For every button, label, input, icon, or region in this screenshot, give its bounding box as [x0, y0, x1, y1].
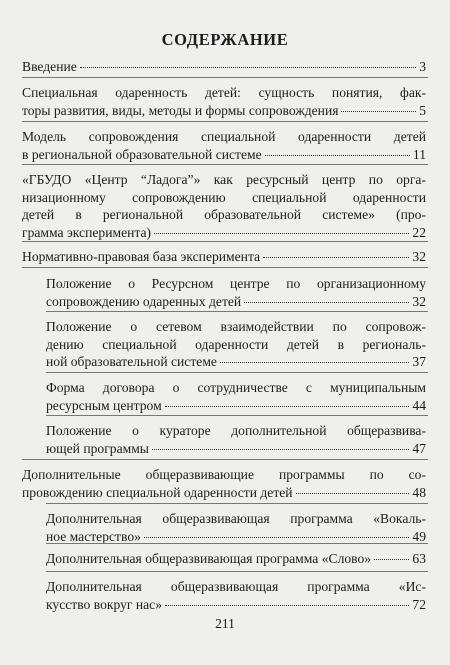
toc-entry-line: «ГБУДО «Центр “Ладога”» как ресурсный центр по орга- [22, 172, 426, 187]
toc-entry-line [46, 550, 426, 568]
toc-page-number: 44 [412, 397, 426, 413]
separator-line [22, 241, 428, 242]
toc-entry-line: Дополнительная общеразвивающая программа «Ис- [46, 579, 426, 594]
dot-leader [80, 67, 416, 68]
toc-entry-line [46, 397, 426, 415]
toc-subentry [46, 379, 426, 414]
toc-entry-line [46, 293, 426, 311]
dot-leader [296, 493, 410, 494]
dot-leader [263, 257, 409, 258]
toc-entry-line: Модель сопровождения специальной одаренности детей [22, 129, 426, 144]
dot-leader [154, 233, 409, 234]
toc-entry-line [22, 102, 426, 120]
toc-entry-line [46, 353, 426, 371]
separator-line [22, 77, 428, 78]
toc-entry-text: провождению специальной одаренности детей [22, 484, 293, 500]
toc-subentry [46, 550, 426, 568]
dot-leader [152, 449, 409, 450]
toc-subentry [46, 275, 426, 310]
toc-page-number: 72 [412, 596, 426, 612]
separator-line [22, 121, 428, 122]
separator-line [22, 164, 428, 165]
separator-line [46, 311, 428, 312]
toc-entry [22, 466, 426, 501]
toc-entry-line [22, 248, 426, 266]
toc-page-number: 22 [412, 224, 426, 240]
toc-entry-text: ное мастерство» [46, 528, 141, 544]
toc-entry-line: Дополнительная общеразвивающая программа «Вокаль- [46, 511, 426, 526]
toc-entry-line: Дополнительные общеразвивающие программы по со- [22, 467, 426, 482]
toc-page-number: 63 [412, 551, 426, 566]
toc-entry-line [46, 596, 426, 614]
toc-entry-text: кусство вокруг нас» [46, 596, 162, 612]
separator-line [22, 267, 428, 268]
toc-entry [22, 58, 426, 76]
separator-line [46, 503, 428, 504]
toc-entry [22, 248, 426, 266]
toc-entry-line: детей в региональной образовательной системе» (про- [22, 207, 426, 222]
toc-entry-text: Нормативно-правовая база эксперимента [22, 249, 261, 264]
toc-entry-line: Специальная одаренность детей: сущность понятия, фак- [22, 85, 426, 100]
toc-entry-line: Форма договора о сотрудничестве с муниципальным [46, 380, 426, 395]
toc-title: СОДЕРЖАНИЕ [161, 30, 289, 49]
toc-page-number: 47 [412, 440, 426, 456]
toc-page-number: 11 [412, 146, 426, 162]
toc-entry-text: в региональной образовательной системе [22, 146, 262, 162]
toc-entry-text: ной образовательной системе [46, 354, 217, 369]
separator-line [46, 372, 428, 373]
page-number: 211 [215, 616, 235, 631]
dot-leader [244, 302, 409, 303]
toc-page-number: 32 [412, 249, 426, 264]
dot-leader [165, 406, 410, 407]
toc-entry-text: Дополнительная общеразвивающая программа «Слово» [46, 551, 372, 566]
toc-page-number: 3 [419, 59, 426, 74]
dot-leader [144, 537, 409, 538]
toc-entry-line: Положение о сетевом взаимодействии по сопровож- [46, 319, 426, 334]
separator-line [22, 459, 428, 460]
toc-subentry [46, 578, 426, 613]
toc-entry-line: Положение о Ресурсном центре по организационному [46, 276, 426, 291]
toc-entry-line: низационному сопровождению специальной одаренности [22, 189, 426, 205]
toc-entry-text: грамма эксперимента) [22, 224, 152, 240]
toc-page-number: 5 [419, 102, 426, 118]
toc-page-number: 49 [412, 528, 426, 544]
toc-entry-text: торы развития, виды, методы и формы сопровождения [22, 102, 339, 118]
separator-line [46, 543, 428, 544]
toc-entry-text: Введение [22, 59, 77, 74]
toc-entry [22, 128, 426, 163]
toc-entry [22, 84, 426, 119]
toc-entry-line [22, 58, 426, 76]
toc-entry-line [22, 224, 426, 242]
separator-line [46, 415, 428, 416]
toc-entry-line [22, 146, 426, 164]
toc-entry-text: ресурсным центром [46, 397, 162, 413]
toc-subentry [46, 318, 426, 371]
toc-entry-line: Положение о кураторе дополнительной общеразвива- [46, 423, 426, 438]
toc-page-number: 32 [412, 293, 426, 309]
toc-subentry [46, 422, 426, 457]
dot-leader [374, 559, 409, 560]
toc-entry-line: дению специальной одаренности детей в региональ- [46, 336, 426, 352]
dot-leader [265, 155, 410, 156]
dot-leader [341, 111, 416, 112]
toc-subentry [46, 510, 426, 545]
toc-entry-text: сопровождению одаренных детей [46, 293, 242, 309]
toc-page-number: 37 [412, 354, 426, 369]
toc-entry [22, 171, 426, 241]
dot-leader [165, 605, 409, 606]
toc-entry-line [46, 440, 426, 458]
toc-page-number: 48 [412, 484, 426, 500]
toc-entry-line [22, 484, 426, 502]
toc-entry-text: ющей программы [46, 440, 149, 456]
dot-leader [220, 362, 409, 363]
separator-line [46, 571, 428, 572]
